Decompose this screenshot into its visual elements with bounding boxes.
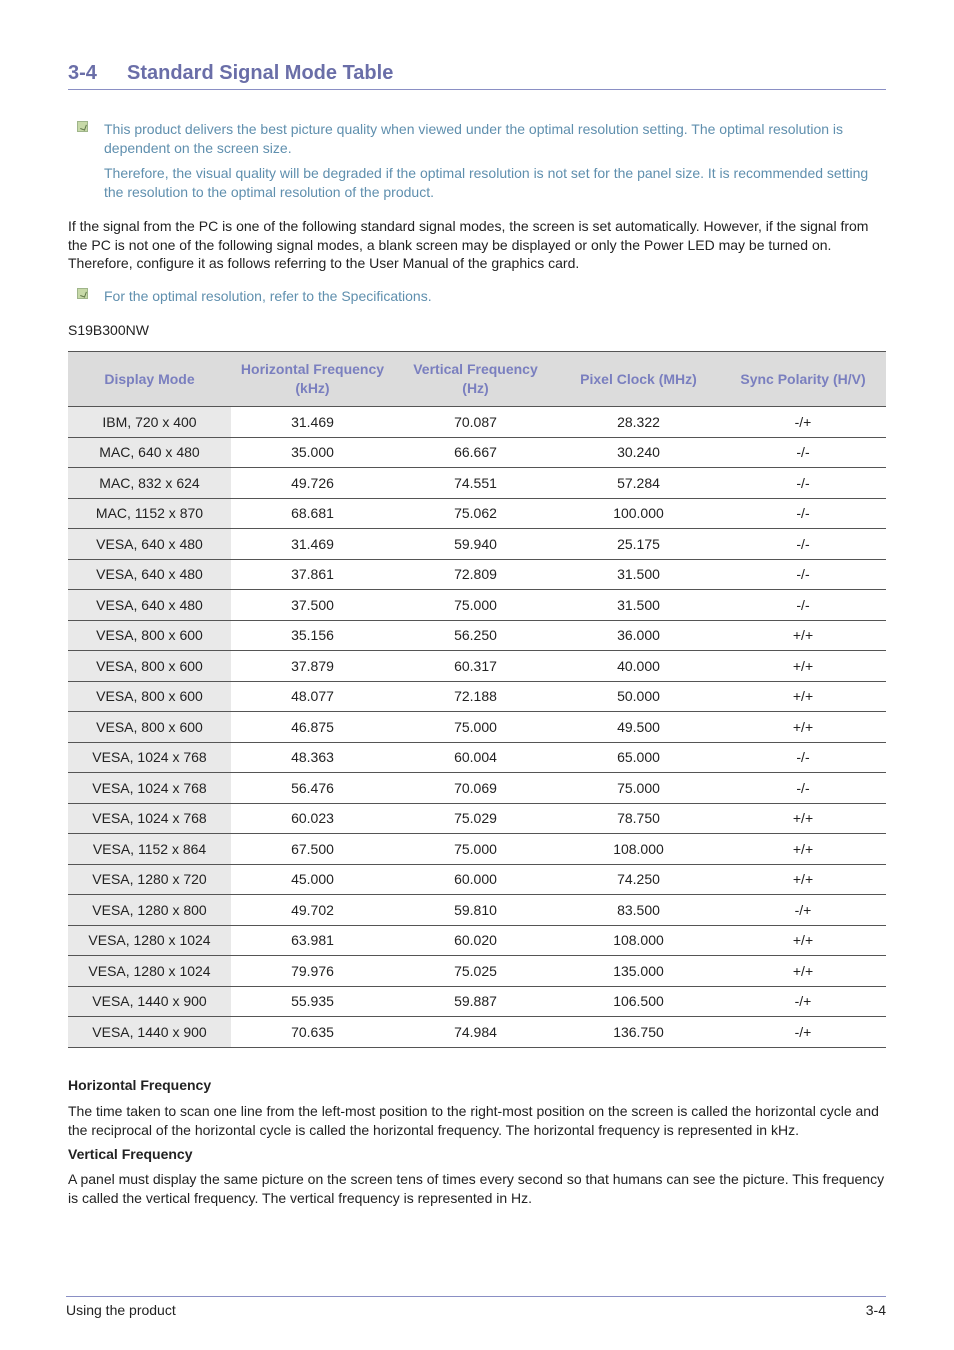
signal-mode-table	[68, 351, 886, 1048]
table-cell: 49.702	[231, 895, 394, 926]
table-cell: 75.000	[394, 834, 557, 865]
table-cell: VESA, 1280 x 800	[68, 895, 231, 926]
table-cell: VESA, 640 x 480	[68, 559, 231, 590]
table-row	[68, 773, 886, 804]
table-cell: 75.062	[394, 498, 557, 529]
table-header-row	[68, 352, 886, 407]
table-cell: VESA, 1440 x 900	[68, 986, 231, 1017]
table-cell: 74.250	[557, 864, 720, 895]
table-cell: -/-	[720, 468, 886, 499]
table-row	[68, 407, 886, 438]
table-cell: VESA, 800 x 600	[68, 712, 231, 743]
note-icon	[77, 121, 88, 132]
table-cell: 57.284	[557, 468, 720, 499]
table-row	[68, 742, 886, 773]
table-cell: 48.077	[231, 681, 394, 712]
table-row	[68, 803, 886, 834]
table-cell: 63.981	[231, 925, 394, 956]
table-cell: VESA, 1024 x 768	[68, 803, 231, 834]
table-cell: -/+	[720, 407, 886, 438]
table-cell: VESA, 1024 x 768	[68, 773, 231, 804]
table-cell: 31.500	[557, 590, 720, 621]
table-row	[68, 681, 886, 712]
table-row	[68, 498, 886, 529]
table-cell: -/+	[720, 1017, 886, 1048]
table-cell: +/+	[720, 834, 886, 865]
table-cell: 60.317	[394, 651, 557, 682]
table-cell: +/+	[720, 956, 886, 987]
table-cell: +/+	[720, 803, 886, 834]
note-text-2: Therefore, the visual quality will be degraded if the optimal resolution is not set for the panel size. It is recommended setting the resolution to the optimal resolution of the product.	[104, 165, 869, 200]
table-cell: -/-	[720, 437, 886, 468]
table-cell: 68.681	[231, 498, 394, 529]
table-row	[68, 895, 886, 926]
table-cell: +/+	[720, 864, 886, 895]
table-cell: 59.887	[394, 986, 557, 1017]
vertical-frequency-text: A panel must display the same picture on the screen tens of times every second so that humans can see the picture. This frequency is called the vertical frequency. The vertical frequency is represented in Hz.	[68, 1171, 885, 1206]
table-row	[68, 986, 886, 1017]
table-cell: 75.000	[557, 773, 720, 804]
table-cell: 30.240	[557, 437, 720, 468]
table-cell: 75.025	[394, 956, 557, 987]
column-header: Vertical Frequency (Hz)	[394, 352, 557, 407]
table-cell: -/-	[720, 773, 886, 804]
section-number: 3-4	[68, 62, 97, 84]
table-cell: MAC, 1152 x 870	[68, 498, 231, 529]
page-number: 3-4	[865, 1302, 886, 1318]
table-cell: 45.000	[231, 864, 394, 895]
table-cell: 108.000	[557, 925, 720, 956]
table-cell: -/+	[720, 986, 886, 1017]
table-cell: VESA, 800 x 600	[68, 681, 231, 712]
table-cell: 31.469	[231, 529, 394, 560]
table-cell: VESA, 1280 x 1024	[68, 925, 231, 956]
table-cell: 75.000	[394, 712, 557, 743]
table-cell: IBM, 720 x 400	[68, 407, 231, 438]
table-cell: 60.004	[394, 742, 557, 773]
table-cell: 37.879	[231, 651, 394, 682]
table-cell: +/+	[720, 712, 886, 743]
table-cell: 72.188	[394, 681, 557, 712]
table-cell: 74.551	[394, 468, 557, 499]
table-cell: 55.935	[231, 986, 394, 1017]
column-header: Pixel Clock (MHz)	[557, 352, 720, 407]
note-text-3: For the optimal resolution, refer to the Specifications.	[104, 288, 432, 304]
table-row	[68, 620, 886, 651]
table-row	[68, 651, 886, 682]
table-cell: 40.000	[557, 651, 720, 682]
table-cell: 36.000	[557, 620, 720, 651]
table-cell: 136.750	[557, 1017, 720, 1048]
table-row	[68, 712, 886, 743]
table-cell: 28.322	[557, 407, 720, 438]
table-cell: 70.087	[394, 407, 557, 438]
table-cell: 46.875	[231, 712, 394, 743]
table-cell: 78.750	[557, 803, 720, 834]
table-cell: 56.476	[231, 773, 394, 804]
table-cell: 60.023	[231, 803, 394, 834]
table-row	[68, 1017, 886, 1048]
table-cell: VESA, 1280 x 720	[68, 864, 231, 895]
table-cell: 49.726	[231, 468, 394, 499]
table-cell: 66.667	[394, 437, 557, 468]
table-cell: -/-	[720, 559, 886, 590]
note-specifications	[68, 287, 886, 312]
section-title: Standard Signal Mode Table	[127, 62, 394, 84]
table-cell: 135.000	[557, 956, 720, 987]
table-cell: 83.500	[557, 895, 720, 926]
table-cell: -/+	[720, 895, 886, 926]
table-row	[68, 925, 886, 956]
table-cell: 50.000	[557, 681, 720, 712]
table-cell: 56.250	[394, 620, 557, 651]
table-cell: VESA, 1280 x 1024	[68, 956, 231, 987]
table-row	[68, 529, 886, 560]
section-header	[68, 61, 886, 90]
table-cell: +/+	[720, 620, 886, 651]
table-cell: 108.000	[557, 834, 720, 865]
model-name: S19B300NW	[68, 322, 149, 338]
table-cell: VESA, 1440 x 900	[68, 1017, 231, 1048]
table-cell: VESA, 1152 x 864	[68, 834, 231, 865]
table-cell: 70.069	[394, 773, 557, 804]
note-icon	[77, 288, 88, 299]
table-cell: 74.984	[394, 1017, 557, 1048]
horizontal-frequency-heading: Horizontal Frequency	[68, 1077, 212, 1093]
table-row	[68, 864, 886, 895]
table-cell: 59.810	[394, 895, 557, 926]
note-optimal-resolution	[68, 120, 886, 208]
table-cell: 100.000	[557, 498, 720, 529]
table-cell: 79.976	[231, 956, 394, 987]
table-cell: -/-	[720, 742, 886, 773]
table-cell: VESA, 800 x 600	[68, 620, 231, 651]
table-cell: 70.635	[231, 1017, 394, 1048]
table-cell: MAC, 640 x 480	[68, 437, 231, 468]
table-row	[68, 956, 886, 987]
table-cell: 72.809	[394, 559, 557, 590]
table-cell: +/+	[720, 925, 886, 956]
table-cell: -/-	[720, 498, 886, 529]
column-header: Horizontal Frequency (kHz)	[231, 352, 394, 407]
table-cell: -/-	[720, 590, 886, 621]
table-cell: 75.000	[394, 590, 557, 621]
table-row	[68, 437, 886, 468]
footer-chapter: Using the product	[66, 1302, 176, 1318]
table-cell: 75.029	[394, 803, 557, 834]
table-cell: 48.363	[231, 742, 394, 773]
table-cell: VESA, 1024 x 768	[68, 742, 231, 773]
table-row	[68, 590, 886, 621]
vertical-frequency-heading: Vertical Frequency	[68, 1146, 193, 1162]
table-row	[68, 834, 886, 865]
note-text-1: This product delivers the best picture quality when viewed under the optimal resolution setting. The optimal resolution is dependent on the screen size.	[104, 121, 844, 156]
table-cell: 60.020	[394, 925, 557, 956]
table-cell: 37.500	[231, 590, 394, 621]
table-cell: +/+	[720, 651, 886, 682]
intro-paragraph: If the signal from the PC is one of the following standard signal modes, the screen is set automatically. However, if the signal from the PC is not one of the following signal modes, a blank screen may be displayed or only the Power LED may be turned on. Therefore, configure it as follows referring to the User Manual of the graphics card.	[68, 218, 869, 271]
table-row	[68, 559, 886, 590]
table-cell: +/+	[720, 681, 886, 712]
table-cell: 59.940	[394, 529, 557, 560]
table-cell: VESA, 640 x 480	[68, 529, 231, 560]
page-footer	[66, 1296, 886, 1318]
table-cell: VESA, 800 x 600	[68, 651, 231, 682]
table-cell: 25.175	[557, 529, 720, 560]
table-cell: -/-	[720, 529, 886, 560]
table-cell: 37.861	[231, 559, 394, 590]
table-cell: 35.000	[231, 437, 394, 468]
table-cell: 31.469	[231, 407, 394, 438]
table-cell: 49.500	[557, 712, 720, 743]
table-cell: 31.500	[557, 559, 720, 590]
table-cell: 60.000	[394, 864, 557, 895]
table-row	[68, 468, 886, 499]
column-header: Display Mode	[68, 352, 231, 407]
horizontal-frequency-text: The time taken to scan one line from the left-most position to the right-most position on the screen is called the horizontal cycle and the reciprocal of the horizontal cycle is called the horizontal frequency. The horizontal frequency is represented in kHz.	[68, 1103, 879, 1138]
column-header: Sync Polarity (H/V)	[720, 352, 886, 407]
table-cell: VESA, 640 x 480	[68, 590, 231, 621]
table-cell: 35.156	[231, 620, 394, 651]
table-cell: 67.500	[231, 834, 394, 865]
table-cell: MAC, 832 x 624	[68, 468, 231, 499]
table-cell: 106.500	[557, 986, 720, 1017]
table-cell: 65.000	[557, 742, 720, 773]
